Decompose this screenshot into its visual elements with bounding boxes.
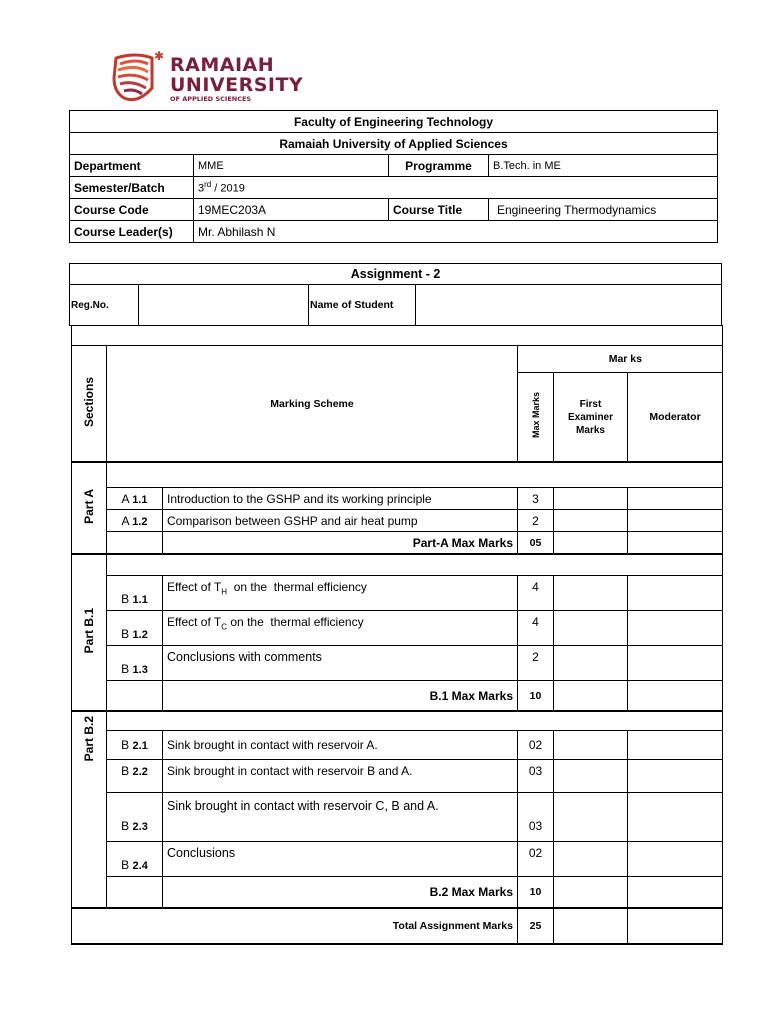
row-b-2-2-max: 03	[518, 760, 554, 793]
logo-line-2: UNIVERSITY	[170, 74, 304, 96]
part-b2-total-examiner[interactable]	[554, 877, 628, 909]
row-b-1-1-desc: Effect of $T_H$ on the thermal efficiency	[163, 576, 518, 611]
semester-label: Semester/Batch	[70, 177, 194, 199]
sections-header: Sections	[72, 346, 107, 463]
row-b-1-2-examiner[interactable]	[554, 611, 628, 646]
row-b-1-1-moderator[interactable]	[628, 576, 723, 611]
part-b1-label: Part B.1	[72, 554, 107, 711]
row-a-1-1-desc: Introduction to the GSHP and its working principle	[163, 488, 518, 510]
part-b1-total-moderator[interactable]	[628, 681, 723, 712]
row-a-1-2-examiner[interactable]	[554, 510, 628, 532]
row-b-2-4-examiner[interactable]	[554, 842, 628, 877]
row-b-1-2-desc: Effect of $T_C$ on the thermal efficiency	[163, 611, 518, 646]
max-marks-header: Max Marks	[518, 373, 554, 463]
row-b-2-3-max: 03	[518, 793, 554, 842]
part-b1-total-examiner[interactable]	[554, 681, 628, 712]
student-name-label: Name of Student	[309, 285, 416, 326]
row-a-1-2-id: A 1.2	[107, 510, 163, 532]
row-b-1-2-id: B 1.2	[107, 611, 163, 646]
part-b2-total-blank	[107, 877, 163, 909]
logo-line-1: RAMAIAH	[170, 54, 275, 76]
student-name-input[interactable]	[416, 285, 722, 326]
row-b-2-4-max: 02	[518, 842, 554, 877]
grand-total-examiner[interactable]	[554, 908, 628, 944]
marking-scheme-table	[71, 325, 723, 945]
course-title-label: Course Title	[389, 199, 489, 221]
first-examiner-header: First Examiner Marks	[554, 373, 628, 463]
row-b-2-3-id: B 2.3	[107, 793, 163, 842]
row-b-2-1-moderator[interactable]	[628, 731, 723, 760]
row-b-2-1-examiner[interactable]	[554, 731, 628, 760]
regno-input[interactable]	[139, 285, 309, 326]
header-spacer	[72, 326, 723, 346]
grand-total-value: 25	[518, 908, 554, 944]
row-b-2-1-desc: Sink brought in contact with reservoir A.	[163, 731, 518, 760]
row-b-1-1-id: B 1.1	[107, 576, 163, 611]
marks-header: Mar ks	[518, 346, 723, 373]
row-b-1-3-desc: Conclusions with comments	[163, 646, 518, 681]
assignment-title: Assignment - 2	[70, 264, 722, 285]
row-b-1-3-moderator[interactable]	[628, 646, 723, 681]
row-b-2-2-id: B 2.2	[107, 760, 163, 793]
logo-emblem-icon	[108, 48, 166, 108]
row-b-2-2-moderator[interactable]	[628, 760, 723, 793]
part-b1-total-blank	[107, 681, 163, 712]
row-b-2-4-id: B 2.4	[107, 842, 163, 877]
part-b2-spacer	[107, 711, 723, 731]
svg-text:✱: ✱	[154, 49, 165, 63]
part-a-spacer	[107, 462, 723, 488]
programme-label: Programme	[389, 155, 489, 177]
grand-total-label: Total Assignment Marks	[72, 908, 518, 944]
part-a-total-examiner[interactable]	[554, 532, 628, 555]
row-a-1-2-desc: Comparison between GSHP and air heat pump	[163, 510, 518, 532]
row-b-2-4-moderator[interactable]	[628, 842, 723, 877]
semester-value: 3rd / 2019	[194, 177, 718, 199]
programme-value: B.Tech. in ME	[489, 155, 718, 177]
row-b-2-1-max: 02	[518, 731, 554, 760]
faculty-name: Faculty of Engineering Technology	[70, 111, 718, 133]
part-a-label: Part A	[72, 462, 107, 554]
course-code-label: Course Code	[70, 199, 194, 221]
department-value: MME	[194, 155, 389, 177]
part-b1-total-label: B.1 Max Marks	[163, 681, 518, 712]
grand-total-moderator[interactable]	[628, 908, 723, 944]
university-name: Ramaiah University of Applied Sciences	[70, 133, 718, 155]
row-b-2-3-moderator[interactable]	[628, 793, 723, 842]
row-b-1-3-max: 2	[518, 646, 554, 681]
row-a-1-2-moderator[interactable]	[628, 510, 723, 532]
row-b-1-3-id: B 1.3	[107, 646, 163, 681]
part-b1-spacer	[107, 554, 723, 576]
row-b-2-1-id: B 2.1	[107, 731, 163, 760]
part-b1-total-value: 10	[518, 681, 554, 712]
course-title-value: Engineering Thermodynamics	[489, 199, 718, 221]
part-b2-total-value: 10	[518, 877, 554, 909]
department-label: Department	[70, 155, 194, 177]
assignment-table	[69, 263, 722, 326]
row-a-1-1-moderator[interactable]	[628, 488, 723, 510]
part-a-total-moderator[interactable]	[628, 532, 723, 555]
course-code-value: 19MEC203A	[194, 199, 389, 221]
moderator-header: Moderator	[628, 373, 723, 463]
row-b-2-3-examiner[interactable]	[554, 793, 628, 842]
row-b-2-4-desc: Conclusions	[163, 842, 518, 877]
part-a-total-label: Part-A Max Marks	[163, 532, 518, 555]
university-logo	[108, 48, 308, 108]
row-a-1-1-max: 3	[518, 488, 554, 510]
row-a-1-1-id: A 1.1	[107, 488, 163, 510]
course-leader-value: Mr. Abhilash N	[194, 221, 718, 243]
part-b2-total-moderator[interactable]	[628, 877, 723, 909]
part-a-total-blank	[107, 532, 163, 555]
row-b-1-2-max: 4	[518, 611, 554, 646]
part-b2-label: Part B.2	[72, 711, 107, 908]
row-a-1-1-examiner[interactable]	[554, 488, 628, 510]
logo-line-3: OF APPLIED SCIENCES	[170, 95, 252, 103]
row-b-1-1-examiner[interactable]	[554, 576, 628, 611]
row-a-1-2-max: 2	[518, 510, 554, 532]
row-b-1-3-examiner[interactable]	[554, 646, 628, 681]
row-b-1-2-moderator[interactable]	[628, 611, 723, 646]
row-b-2-2-desc: Sink brought in contact with reservoir B and A.	[163, 760, 518, 793]
part-a-total-value: 05	[518, 532, 554, 555]
course-leader-label: Course Leader(s)	[70, 221, 194, 243]
row-b-2-2-examiner[interactable]	[554, 760, 628, 793]
marking-scheme-header: Marking Scheme	[107, 346, 518, 463]
course-info-table	[69, 110, 718, 243]
part-b2-total-label: B.2 Max Marks	[163, 877, 518, 909]
regno-label: Reg.No.	[70, 285, 139, 326]
row-b-1-1-max: 4	[518, 576, 554, 611]
row-b-2-3-desc: Sink brought in contact with reservoir C, B and A.	[163, 793, 518, 842]
